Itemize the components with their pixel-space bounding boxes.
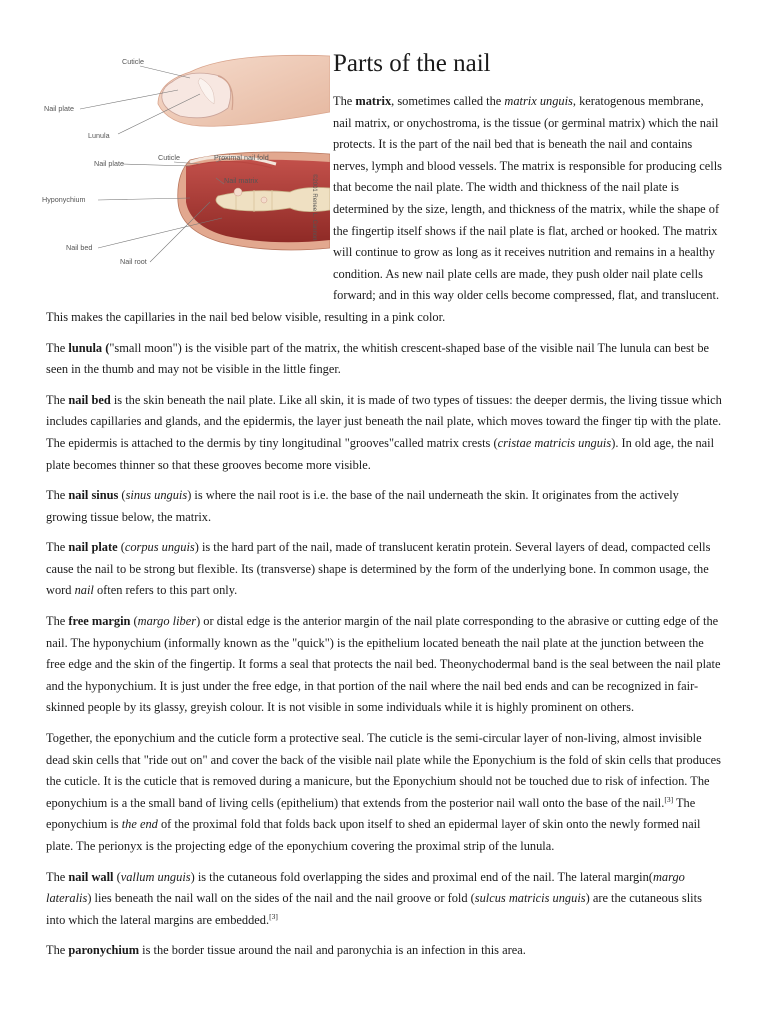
label-nail-root: Nail root [120,257,147,266]
paragraph-nail-bed: The nail bed is the skin beneath the nail plate. Like all skin, it is made of two types of tissues: the deeper dermis, the living tissue which includes capillaries and glands, and the epidermis, the layer just beneath the nail plate, which moves toward the finger tip with the plate. The epidermis is attached to the dermis by tiny longitudinal "grooves"called matrix crests (cristae matricis unguis). In old age, the nail plate becomes thinner so that these grooves become more visible. [46,392,722,472]
label-nail-bed: Nail bed [66,243,93,252]
label-cuticle-top: Cuticle [122,57,144,66]
term-free-margin: free margin [68,614,131,629]
paragraph-nail-wall: The nail wall (vallum unguis) is the cutaneous fold overlapping the sides and proximal end of the nail. The lateral margin(margo lateralis) lies beneath the nail wall on the sides of the nail and the nail groove or fold (sulcus matricis unguis) are the cutaneous slits into which the lateral margins are embedded.[3] [46,869,702,927]
label-hyponychium: Hyponychium [42,195,86,204]
label-nail-plate-top: Nail plate [44,104,74,113]
term-paronychium: paronychium [68,943,140,958]
label-cuticle-mid: Cuticle [158,153,180,162]
term-matrix: matrix [355,94,392,108]
term-lunula: lunula ( [68,340,110,355]
paragraph-lunula: The lunula ("small moon") is the visible part of the matrix, the whitish crescent-shaped base of the visible nail The lunula can best be seen in the thumb and may not be visible in the little finger. [46,340,710,377]
term-nail-wall: nail wall [68,869,114,884]
citation-ref-link[interactable]: [3] [664,794,674,804]
paragraph-nail-plate: The nail plate (corpus unguis) is the hard part of the nail, made of translucent keratin protein. Several layers of dead, compacted cells cause the nail to be strong but flexible. Its (transverse) shape is determined by the form of the underlying bone. In common usage, the word nail often refers to this part only. [46,540,711,598]
term-nail-plate: nail plate [68,540,118,555]
paragraph-matrix: The matrix, sometimes called the matrix unguis, keratogenous membrane, nail matrix, or onychostroma, is the tissue (or germinal matrix) which the nail protects. It is the part of the nail bed that is beneath the nail and contains nerves, lymph and blood vessels. The matrix is responsible for producing cells that become the nail plate. The width and thickness of the nail plate is determined by the size, length, and thickness of the matrix, while the shape of the fingertip itself shows if the nail plate is flat, arched or hooked. The matrix will continue to grow as long as it receives nutrition and remains in a healthy condition. As new nail plate cells are made, they push older nail plate cells forward; and in this way older cells become compressed, flat, and translucent. This makes the capillaries in the nail bed below visible, resulting in a pink color. [46,94,722,324]
article-body [46,91,722,971]
label-lunula: Lunula [88,131,110,140]
label-nail-matrix: Nail matrix [224,176,258,185]
figure-copyright: ©2001 Renee L. Cannon [311,174,317,241]
paragraph-nail-sinus: The nail sinus (sinus unguis) is where the nail root is i.e. the base of the nail underneath the skin. It originates from the actively growing tissue below, the matrix. [46,488,679,524]
label-nail-plate-mid: Nail plate [94,159,124,168]
paragraph-paronychium: The paronychium is the border tissue around the nail and paronychia is an infection in this area. [46,943,526,958]
paragraph-eponychium: Together, the eponychium and the cuticle form a protective seal. The cuticle is the semi-circular layer of non-living, almost invisible dead skin cells that "ride out on" and cover the back of the visible nail plate while the Eponychium is the fold of skin cells that produces the cuticle. It is the cuticle that is removed during a manicure, but the Eponychium should not be touched due to risk of infection. The eponychium is a the small band of living cells (epithelium) that extends from the posterior nail wall onto the base of the nail.[3] The eponychium is the end of the proximal fold that folds back upon itself to shed an epidermal layer of skin onto the newly formed nail plate. The perionyx is the projecting edge of the eponychium covering the proximal strip of the lunula. [46,731,721,853]
citation-ref-link[interactable]: [3] [269,911,278,921]
page-title: Parts of the nail [333,50,491,77]
figure-spacer [46,91,333,305]
label-proximal-nail-fold: Proximal nail fold [214,153,269,162]
paragraph-free-margin: The free margin (margo liber) or distal edge is the anterior margin of the nail plate corresponding to the abrasive or cutting edge of the nail. The hyponychium (informally known as the "quick") is the epithelium located beneath the nail plate at the junction between the free edge and the skin of the fingertip. It forms a seal that protects the nail bed. Theonychodermal band is the seal between the nail plate and the hyponychium. It is just under the free edge, in that portion of the nail where the nail bed ends and can be recognized in fair-skinned people by its glassy, greyish colour. It is not visible in some individuals while it is highly prominent on others. [46,614,721,715]
term-nail-bed: nail bed [68,392,111,407]
term-nail-sinus: nail sinus [68,488,119,503]
